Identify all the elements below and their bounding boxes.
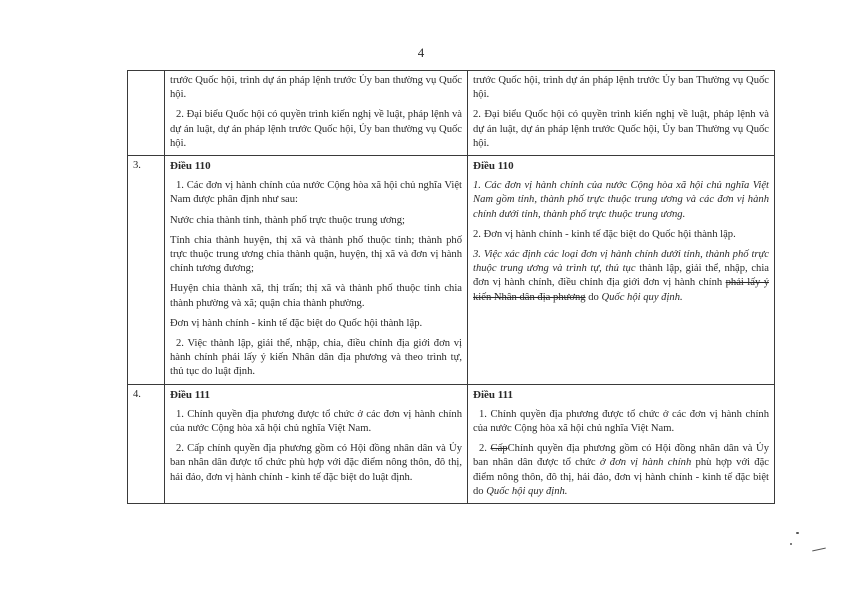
paragraph: Huyện chia thành xã, thị trấn; thị xã và thành phố thuộc tỉnh chia thành phường và xã; quận chia thành phường. [170, 283, 462, 309]
scan-speck [790, 543, 792, 545]
row-number: 3. [128, 156, 165, 385]
current-text-cell [165, 156, 468, 385]
deleted-text: phải lấy ý kiến Nhân dân địa phương [473, 277, 769, 303]
table-row [128, 71, 775, 156]
text-run: 2. [479, 443, 491, 455]
article-heading: Điều 110 [170, 160, 211, 173]
amended-text: Quốc hội quy định. [601, 291, 683, 303]
text-run: thành lập, giải thể, nhập, chia đơn vị hành chính, điều chỉnh địa giới đơn vị hành chính [473, 263, 769, 289]
row-number [128, 71, 165, 156]
paragraph: 1. Các đơn vị hành chính của nước Cộng hòa xã hội chủ nghĩa Việt Nam được phân định như sau: [170, 180, 462, 206]
scan-speck [796, 532, 799, 534]
paragraph [473, 442, 769, 499]
paragraph [473, 179, 769, 222]
comparison-table [127, 70, 775, 504]
page-number: 4 [417, 45, 425, 60]
current-text-cell [165, 71, 468, 156]
amended-text: ở đơn vị hành chính [599, 457, 692, 469]
paragraph: 2. Đại biểu Quốc hội có quyền trình kiến nghị về luật, pháp lệnh và dự án luật, dự án pháp lệnh trước Quốc hội, Ủy ban thường vụ Quốc hội. [170, 109, 462, 149]
article-heading: Điều 111 [473, 388, 514, 401]
paragraph: Nước chia thành tỉnh, thành phố trực thuộc trung ương; [170, 214, 405, 226]
paragraph: 2. Việc thành lập, giải thể, nhập, chia, điều chỉnh địa giới đơn vị hành chính phải lấy ý kiến Nhân dân địa phương và theo trình tự, thủ tục do luật định. [170, 338, 462, 378]
paragraph: 1. Chính quyền địa phương được tổ chức ở các đơn vị hành chính của nước Cộng hòa xã hội chủ nghĩa Việt Nam. [473, 408, 769, 435]
paragraph: trước Quốc hội, trình dự án pháp lệnh trước Ủy ban Thường vụ Quốc hội. [473, 75, 769, 101]
article-heading: Điều 110 [473, 160, 514, 173]
proposed-text-cell [468, 384, 775, 503]
proposed-text-cell [468, 71, 775, 156]
current-text-cell [165, 384, 468, 503]
paragraph: 2. Đại biểu Quốc hội có quyền trình kiến nghị về luật, pháp lệnh và dự án luật, dự án pháp lệnh trước Quốc hội, Ủy ban Thường vụ Quốc hội. [473, 109, 769, 149]
paragraph: 1. Chính quyền địa phương được tổ chức ở các đơn vị hành chính của nước Cộng hòa xã hội chủ nghĩa Việt Nam. [170, 408, 462, 435]
table-row [128, 156, 775, 385]
deleted-text: Cấp [490, 443, 508, 455]
paragraph: Đơn vị hành chính - kinh tế đặc biệt do Quốc hội thành lập. [170, 317, 423, 329]
amended-text: Quốc hội quy định. [486, 485, 568, 497]
paragraph: 2. Đơn vị hành chính - kinh tế đặc biệt do Quốc hội thành lập. [473, 228, 736, 240]
table-row [128, 384, 775, 503]
text-run: phù hợp với đặc điểm nông thôn, đô thị, hải đảo, đơn vị hành chính - kinh tế đặc biệt do [473, 457, 769, 497]
paragraph: Tỉnh chia thành huyện, thị xã và thành phố thuộc tỉnh; thành phố trực thuộc trung ương chia thành quận, huyện, thị xã và đơn vị hành chính tương đương; [170, 234, 462, 275]
paragraph: trước Quốc hội, trình dự án pháp lệnh trước Ủy ban thường vụ Quốc hội. [170, 75, 462, 101]
text-run: do [585, 291, 602, 303]
proposed-text-cell [468, 156, 775, 385]
paragraph: 2. Cấp chính quyền địa phương gồm có Hội đồng nhân dân và Ủy ban nhân dân được tổ chức phù hợp với đặc điểm nông thôn, đô thị, hải đảo, đơn vị hành chính - kinh tế đặc biệt do luật định. [170, 443, 462, 483]
scan-speck [812, 548, 826, 552]
amended-text: 1. Các đơn vị hành chính của nước Cộng hòa xã hội chủ nghĩa Việt Nam gồm tỉnh, thành phố trực thuộc trung ương và các đơn vị hành chính dưới tỉnh, thành phố trực thuộc trung ương. [473, 180, 769, 220]
row-number: 4. [128, 384, 165, 503]
paragraph [473, 248, 769, 305]
amended-text: 3. Việc xác định các loại đơn vị hành chính dưới tỉnh, thành phố trực thuộc trung ương và trình tự, thủ tục [473, 249, 769, 275]
article-heading: Điều 111 [170, 388, 211, 401]
text-run: Chính quyền địa phương gồm có Hội đồng nhân dân và Ủy ban nhân dân được tổ chức [473, 443, 769, 469]
